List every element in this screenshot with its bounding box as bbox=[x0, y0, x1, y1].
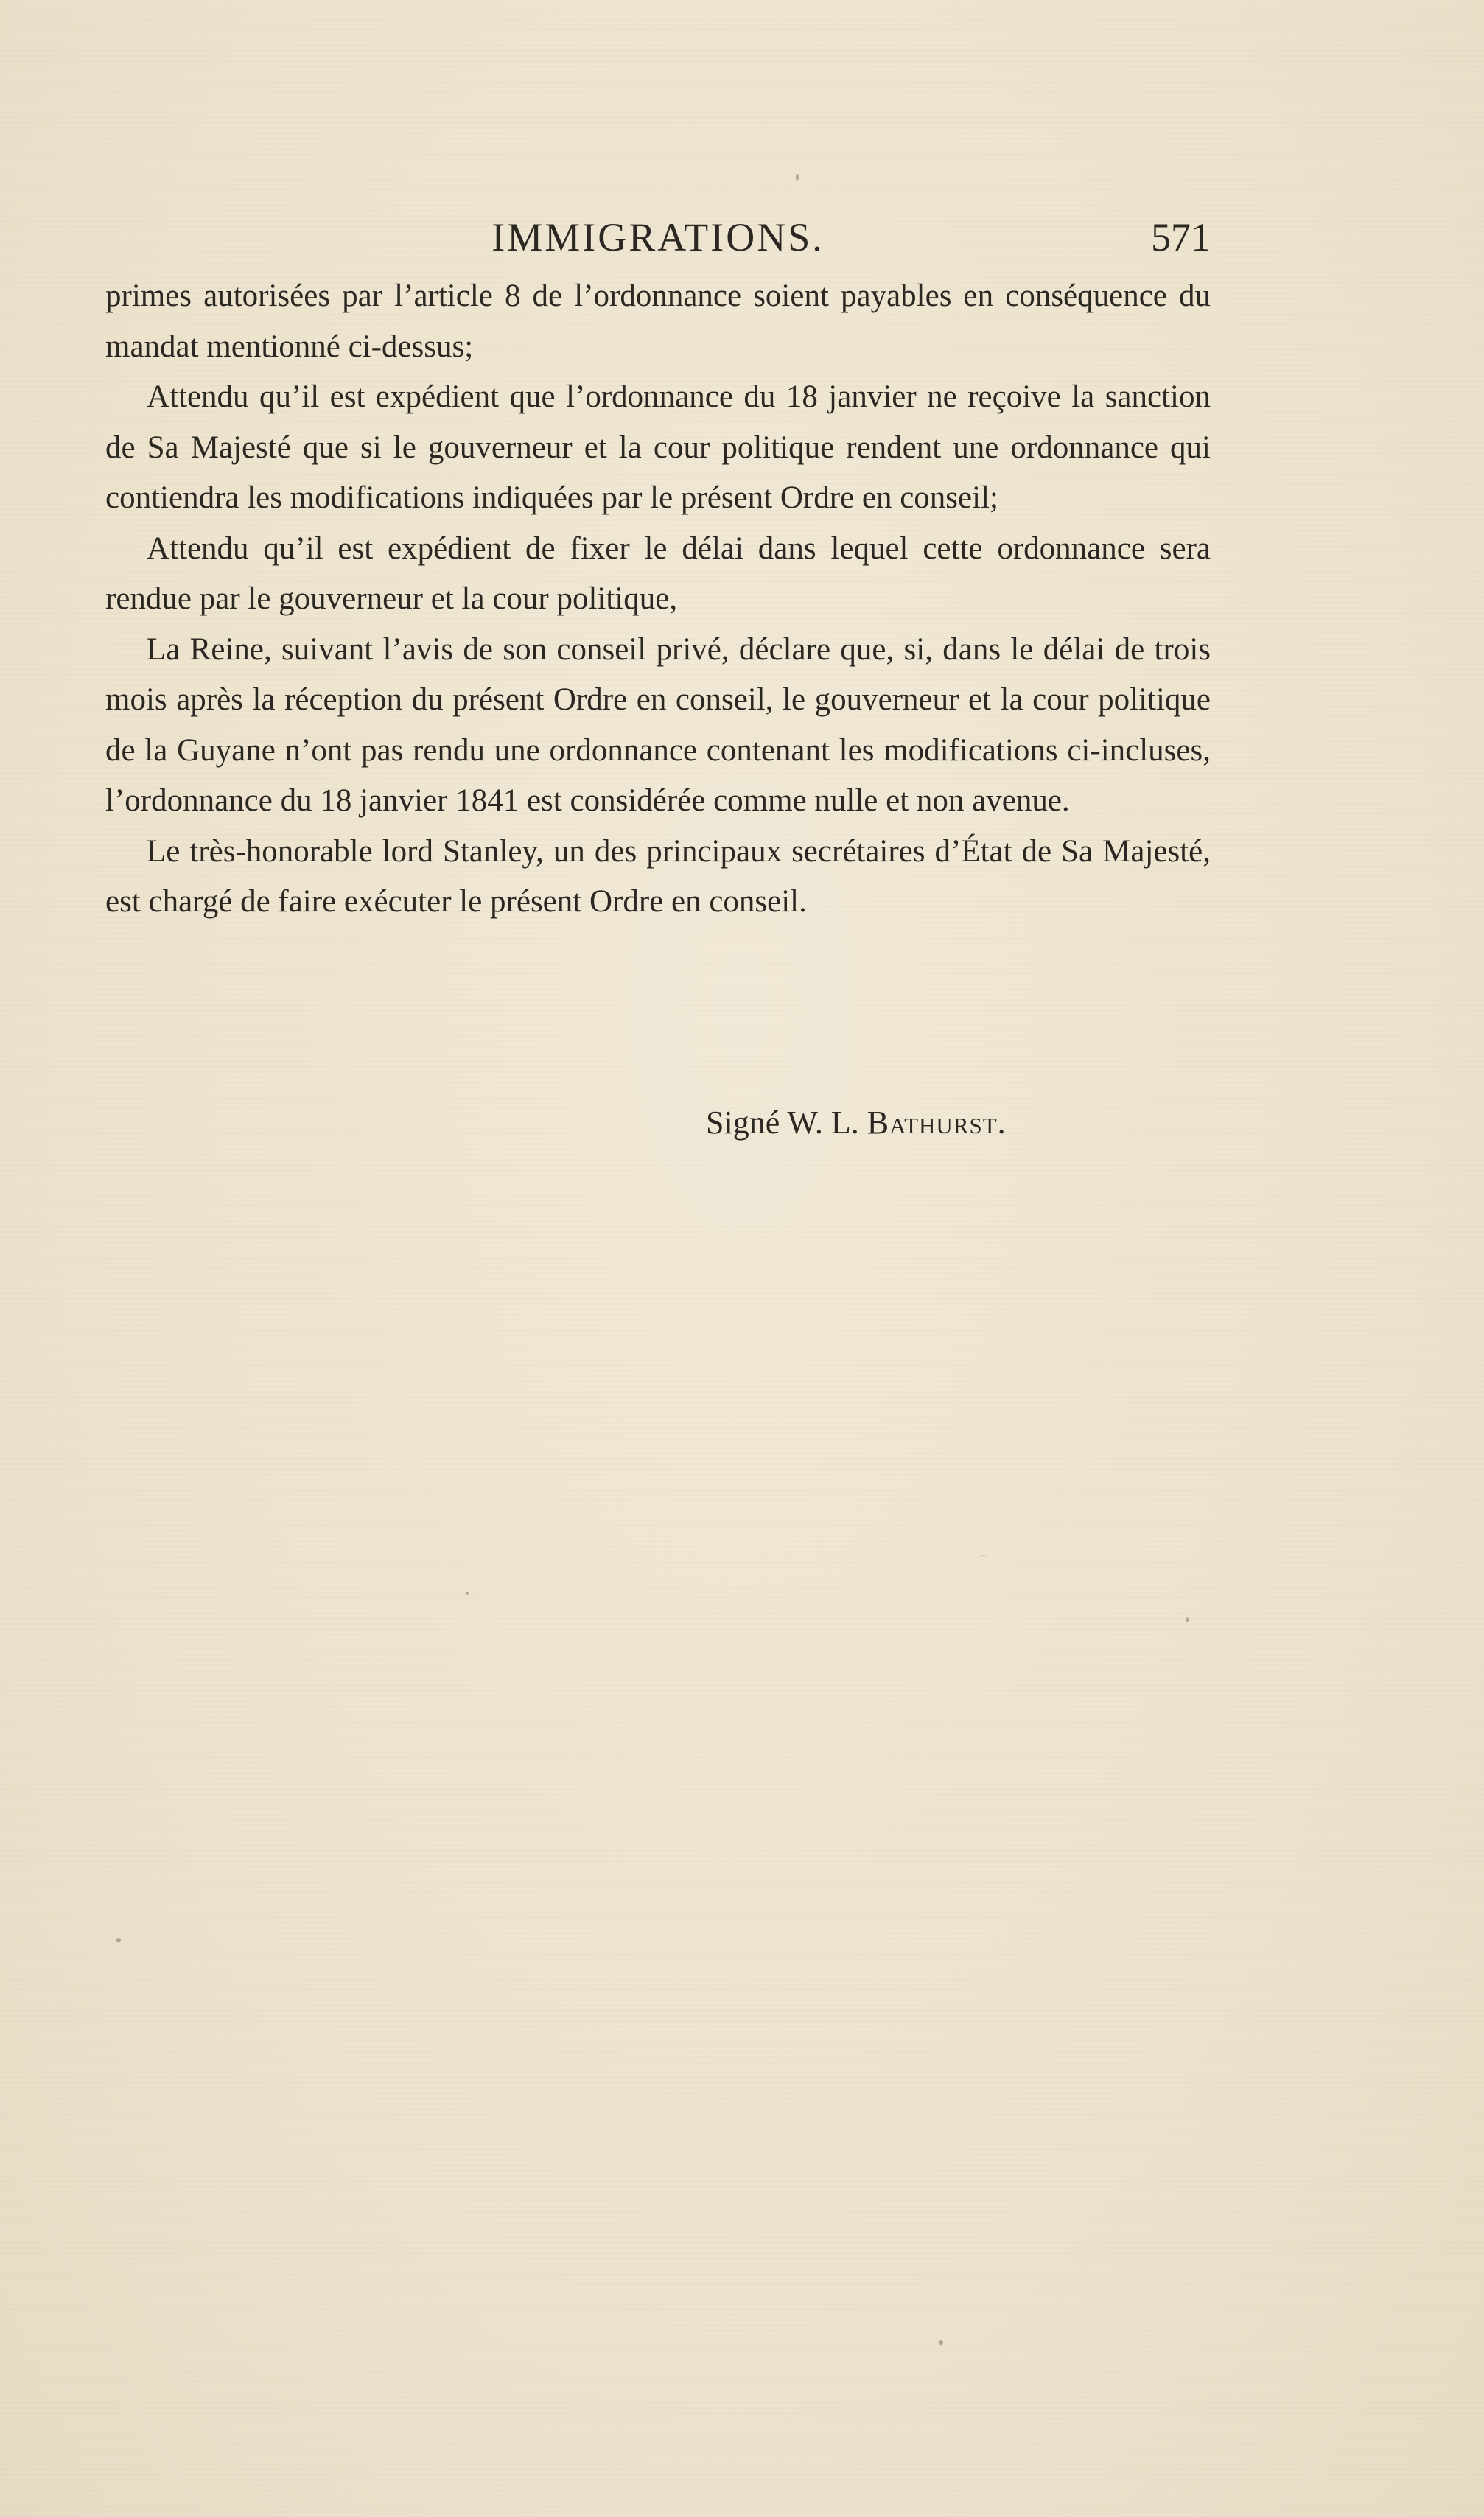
paragraph-attendu-delai: Attendu qu’il est expédient de fixer le délai dans lequel cette ordonnance sera rendue par le gouverneur et la cour politique, bbox=[105, 531, 1211, 616]
body-text bbox=[105, 271, 1211, 928]
paper-speck bbox=[1186, 1617, 1189, 1622]
paper-speck bbox=[116, 1938, 121, 1942]
signature-name: Bathurst. bbox=[867, 1105, 1007, 1141]
paper-speck bbox=[796, 174, 799, 181]
paper-speck bbox=[939, 2340, 943, 2345]
signature bbox=[706, 1098, 1007, 1148]
page-header bbox=[105, 208, 1211, 267]
page-number: 571 bbox=[1151, 215, 1211, 259]
paragraph-continuation: primes autorisées par l’article 8 de l’ordonnance soient payables en conséquence du mandat mentionné ci-dessus; bbox=[105, 279, 1211, 364]
running-title: IMMIGRATIONS. bbox=[491, 215, 825, 259]
signature-prefix: Signé W. L. bbox=[706, 1105, 859, 1141]
paper-speck bbox=[980, 1555, 986, 1556]
paragraph-la-reine: La Reine, suivant l’avis de son conseil privé, déclare que, si, dans le délai de trois mois après la réception du présent Ordre en conseil, le gouverneur et la cour politique de la Guyane n’ont pas rendu une ordonnance contenant les modifications ci-incluses, l’ordonnance du 18 janvier 1841 est considérée comme nulle et non avenue. bbox=[105, 631, 1211, 818]
paragraph-lord-stanley: Le très-honorable lord Stanley, un des principaux secrétaires d’État de Sa Majesté, est chargé de faire exécuter le présent Ordre en conseil. bbox=[105, 833, 1211, 919]
paper-speck bbox=[466, 1592, 469, 1595]
paragraph-attendu-sanction: Attendu qu’il est expédient que l’ordonnance du 18 janvier ne reçoive la sanction de Sa Majesté que si le gouverneur et la cour politique rendent une ordonnance qui contiendra les modifications indiquées par le présent Ordre en conseil; bbox=[105, 379, 1211, 515]
